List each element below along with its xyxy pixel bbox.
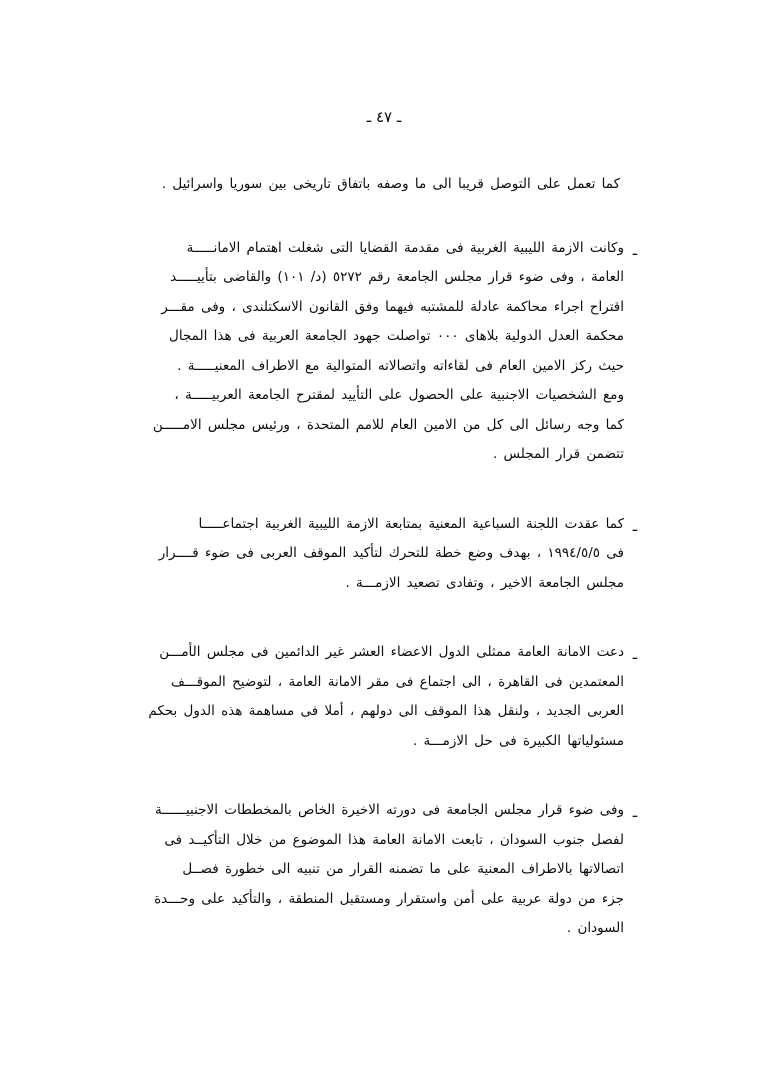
text-line: كما تعمل على التوصل قريبا الى ما وصفه باتفاق تاريخى بين سوريا واسرائيل . [161, 176, 620, 192]
paragraph [122, 234, 646, 470]
text-line: وفى ضوء قرار مجلس الجامعة فى دورته الاخيرة الخاص بالمخططات الاجنبيــــــة [154, 802, 624, 818]
text-line: تتضمن قرار المجلس . [492, 446, 624, 462]
paragraph [122, 510, 646, 599]
bullet-dash-icon: ـ [632, 516, 638, 535]
paragraph-lines [122, 638, 624, 756]
page-number: ـ ٤٧ ـ [366, 108, 402, 126]
document-body [122, 170, 646, 970]
text-line: العربى الجديد ، ولنقل هذا الموقف الى دولهم ، أملا فى مساهمة هذه الدول بحكم [148, 703, 624, 719]
text-line: كما وجه رسائل الى كل من الامين العام للامم المتحدة ، ورئيس مجلس الامـــــن [152, 416, 624, 433]
text-line: مسئولياتها الكبيرة فى حل الازمـــة . [412, 732, 624, 749]
paragraph [122, 170, 646, 200]
text-line: ومع الشخصيات الاجنبية على الحصول على التأييد لمقترح الجامعة العربيـــــة ، [174, 387, 624, 403]
text-line: اقتراح اجراء محاكمة عادلة للمشتبه فيهما وفق القانون الاسكتلندى ، وفى مقـــر [161, 298, 624, 315]
bullet-dash-icon: ـ [632, 240, 638, 259]
text-line: السودان . [566, 920, 624, 936]
text-line: جزء من دولة عربية على أمن واستقرار ومستقبل المنطقة ، والتأكيد على وحـــدة [154, 890, 624, 907]
paragraph [122, 796, 646, 944]
text-line: دعت الامانة العامة ممثلى الدول الاعضاء العشر غير الدائمين فى مجلس الأمـــن [159, 644, 624, 660]
text-line: فى ١٩٩٤/٥/٥ ، بهدف وضع خطة للتحرك لتأكيد الموقف العربى فى ضوء قــــرار [158, 545, 624, 561]
text-line: حيث ركز الامين العام فى لقاءاته واتصالاته المتوالية مع الاطراف المعنيـــــة . [177, 357, 624, 374]
paragraph-lines [122, 510, 624, 599]
paragraph-lines [122, 234, 624, 470]
bullet-dash-icon: ـ [632, 803, 638, 821]
text-line: العامة ، وفى ضوء قرار مجلس الجامعة رقم ٥٢٧٢ (د/ ١٠١) والقاضى بتأييـــــد [170, 269, 624, 285]
text-line: وكانت الازمة الليبية الغربية فى مقدمة القضايا التى شغلت اهتمام الامانـــــة [186, 239, 624, 256]
text-line: مجلس الجامعة الاخير ، وتفادى تصعيد الازمـــة . [345, 574, 624, 591]
text-line: كما عقدت اللجنة السباعية المعنية بمتابعة الازمة الليبية الغربية اجتماعـــــا [198, 515, 624, 532]
text-line: اتصالاتها بالاطراف المعنية على ما تضمنه القرار من تنبيه الى خطورة فصــل [182, 861, 624, 877]
paragraph [122, 638, 646, 756]
paragraph-lines [122, 170, 624, 200]
text-line: المعتمدين فى القاهرة ، الى اجتماع فى مقر الامانة العامة ، لتوضيح الموقـــف [170, 673, 624, 690]
bullet-dash-icon: ـ [632, 645, 638, 663]
text-line: لفصل جنوب السودان ، تابعت الامانة العامة هذا الموضوع من خلال التأكيــد فى [164, 831, 624, 848]
text-line: محكمة العدل الدولية بلاهاى ٠٠٠ تواصلت جهود الجامعة العربية فى هذا المجال [169, 328, 624, 344]
paragraph-lines [122, 796, 624, 944]
